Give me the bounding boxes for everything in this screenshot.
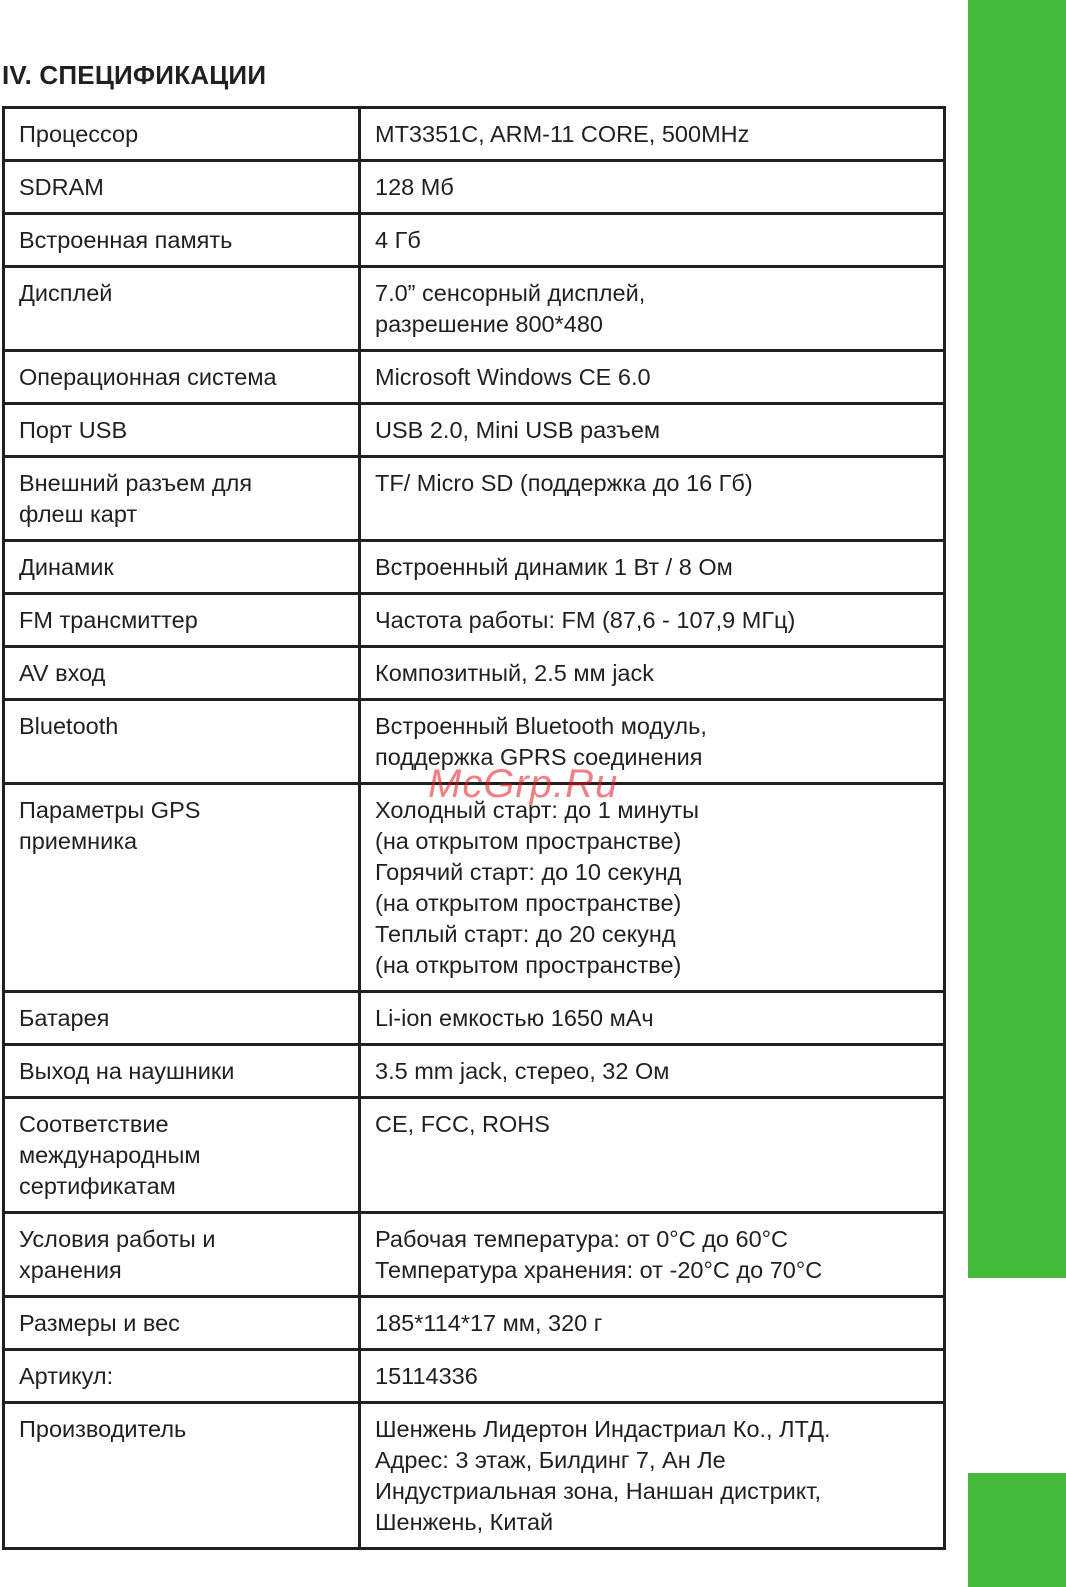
spec-value: Частота работы: FM (87,6 - 107,9 МГц) — [360, 594, 945, 647]
spec-row — [4, 784, 945, 992]
spec-name: Батарея — [4, 992, 360, 1045]
spec-row — [4, 1098, 945, 1213]
spec-row — [4, 1213, 945, 1297]
spec-value: Шенжень Лидертон Индастриал Ко., ЛТД. Адрес: 3 этаж, Билдинг 7, Ан Ле Индустриальная зона, Наншан дистрикт, Шенжень, Китай — [360, 1403, 945, 1549]
spec-row — [4, 404, 945, 457]
green-side-bar-top — [968, 0, 1066, 1278]
spec-row — [4, 1403, 945, 1549]
green-side-bar-bottom — [968, 1473, 1066, 1587]
spec-row — [4, 108, 945, 161]
spec-name: Динамик — [4, 541, 360, 594]
spec-name: Размеры и вес — [4, 1297, 360, 1350]
spec-value: 4 Гб — [360, 214, 945, 267]
spec-name: Встроенная память — [4, 214, 360, 267]
spec-name: AV вход — [4, 647, 360, 700]
spec-value: 128 Мб — [360, 161, 945, 214]
spec-row — [4, 1297, 945, 1350]
section-title: IV. СПЕЦИФИКАЦИИ — [2, 60, 267, 90]
watermark: McGrp.Ru — [428, 762, 619, 806]
spec-value: 185*114*17 мм, 320 г — [360, 1297, 945, 1350]
spec-row — [4, 214, 945, 267]
spec-name: Артикул: — [4, 1350, 360, 1403]
spec-value: 15114336 — [360, 1350, 945, 1403]
spec-name: Дисплей — [4, 267, 360, 351]
spec-row — [4, 541, 945, 594]
spec-name: Bluetooth — [4, 700, 360, 784]
spec-value: Microsoft Windows CE 6.0 — [360, 351, 945, 404]
spec-row — [4, 992, 945, 1045]
spec-name: Параметры GPS приемника — [4, 784, 360, 992]
spec-row — [4, 267, 945, 351]
spec-name: Выход на наушники — [4, 1045, 360, 1098]
spec-value: USB 2.0, Mini USB разъем — [360, 404, 945, 457]
spec-value: Встроенный Bluetooth модуль, поддержка GPRS соединения — [360, 700, 945, 784]
spec-value: Композитный, 2.5 мм jack — [360, 647, 945, 700]
spec-name: Соответствие международным сертификатам — [4, 1098, 360, 1213]
spec-name: Операционная система — [4, 351, 360, 404]
spec-name: FM трансмиттер — [4, 594, 360, 647]
spec-value: TF/ Micro SD (поддержка до 16 Гб) — [360, 457, 945, 541]
spec-row — [4, 351, 945, 404]
spec-row — [4, 457, 945, 541]
spec-name: Условия работы и хранения — [4, 1213, 360, 1297]
spec-row — [4, 594, 945, 647]
spec-name: Порт USB — [4, 404, 360, 457]
spec-value: Рабочая температура: от 0°C до 60°C Температура хранения: от -20°C до 70°C — [360, 1213, 945, 1297]
spec-name: Процессор — [4, 108, 360, 161]
spec-value: CE, FCC, ROHS — [360, 1098, 945, 1213]
spec-value: 3.5 mm jack, стерео, 32 Ом — [360, 1045, 945, 1098]
spec-value: MT3351C, ARM-11 CORE, 500MHz — [360, 108, 945, 161]
spec-row — [4, 161, 945, 214]
spec-row — [4, 1350, 945, 1403]
spec-value: 7.0” сенсорный дисплей, разрешение 800*480 — [360, 267, 945, 351]
specifications-table — [2, 106, 946, 1550]
spec-value: Встроенный динамик 1 Вт / 8 Ом — [360, 541, 945, 594]
spec-name: Производитель — [4, 1403, 360, 1549]
spec-row — [4, 647, 945, 700]
spec-value: Li-ion емкостью 1650 мАч — [360, 992, 945, 1045]
spec-value: Холодный старт: до 1 минуты (на открытом пространстве) Горячий старт: до 10 секунд (на открытом пространстве) Теплый старт: до 20 секунд (на открытом пространстве) — [360, 784, 945, 992]
spec-row — [4, 1045, 945, 1098]
spec-name: Внешний разъем для флеш карт — [4, 457, 360, 541]
spec-name: SDRAM — [4, 161, 360, 214]
